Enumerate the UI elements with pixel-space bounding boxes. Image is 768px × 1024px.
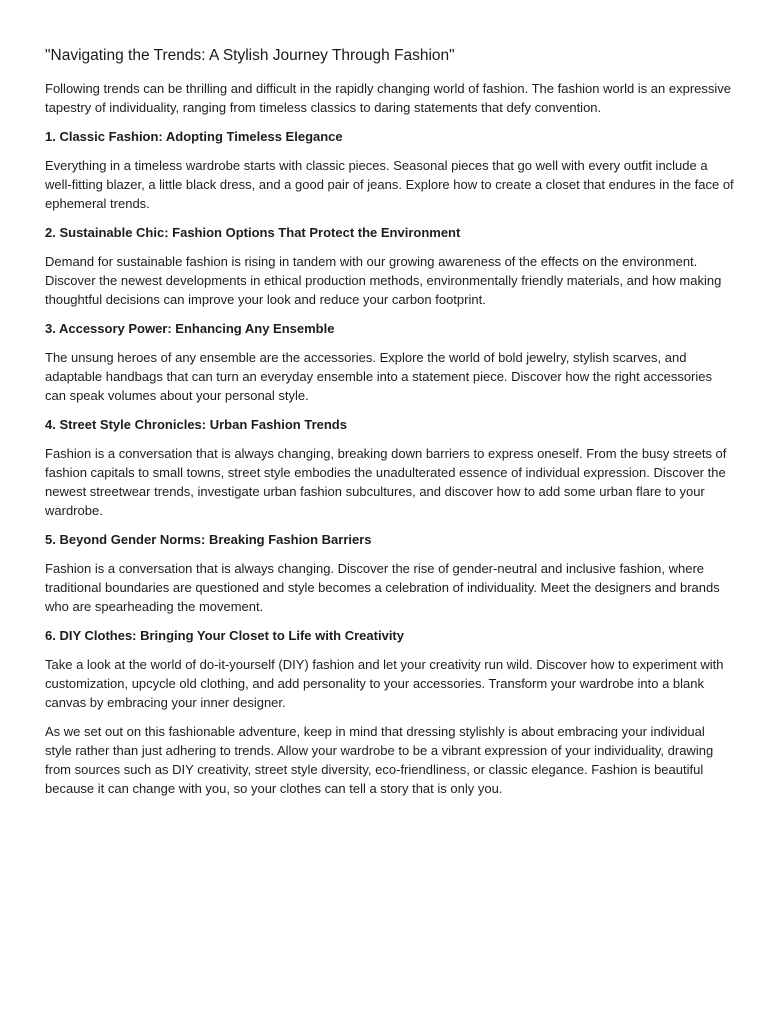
section-body: Everything in a timeless wardrobe starts with classic pieces. Seasonal pieces that go well with every outfit include a well-fitting blazer, a little black dress, and a good pair of jeans. Explore how to create a closet that endures in the face of ephemeral trends. [45, 158, 734, 211]
section-5 [45, 530, 735, 616]
section-4 [45, 415, 735, 520]
section-heading: 3. Accessory Power: Enhancing Any Ensemble [45, 321, 335, 336]
conclusion-paragraph: As we set out on this fashionable adventure, keep in mind that dressing stylishly is about embracing your individual style rather than just adhering to trends. Allow your wardrobe to be a vibrant expression of your individuality, drawing from sources such as DIY creativity, street style diversity, eco-friendliness, or classic elegance. Fashion is beautiful because it can change with you, so your clothes can tell a story that is only you. [45, 724, 714, 796]
section-heading: 2. Sustainable Chic: Fashion Options That Protect the Environment [45, 225, 461, 240]
section-heading: 4. Street Style Chronicles: Urban Fashion Trends [45, 417, 347, 432]
section-heading: 5. Beyond Gender Norms: Breaking Fashion Barriers [45, 532, 372, 547]
section-body: Demand for sustainable fashion is rising in tandem with our growing awareness of the effects on the environment. Discover the newest developments in ethical production methods, environmentally friendly materials, and how making thoughtful decisions can improve your look and reduce your carbon footprint. [45, 254, 722, 307]
section-body: Fashion is a conversation that is always changing, breaking down barriers to express oneself. From the busy streets of fashion capitals to small towns, street style embodies the unadulterated essence of individual expression. Discover the newest streetwear trends, investigate urban fashion subcultures, and discover how to add some urban flare to your wardrobe. [45, 446, 727, 518]
section-1 [45, 127, 735, 213]
section-body: Take a look at the world of do-it-yourself (DIY) fashion and let your creativity run wild. Discover how to experiment with customization, upcycle old clothing, and add personality to your accessories. Transform your wardrobe into a blank canvas by embracing your inner designer. [45, 657, 724, 710]
section-body: Fashion is a conversation that is always changing. Discover the rise of gender-neutral and inclusive fashion, where traditional boundaries are questioned and style becomes a celebration of individuality. Meet the designers and brands who are spearheading the movement. [45, 561, 720, 614]
document-title: "Navigating the Trends: A Stylish Journey Through Fashion" [45, 47, 455, 64]
section-6 [45, 626, 735, 712]
document-page [45, 45, 735, 808]
intro-paragraph: Following trends can be thrilling and difficult in the rapidly changing world of fashion. The fashion world is an expressive tapestry of individuality, ranging from timeless classics to daring statements that defy convention. [45, 81, 732, 115]
section-body: The unsung heroes of any ensemble are the accessories. Explore the world of bold jewelry, stylish scarves, and adaptable handbags that can turn an everyday ensemble into a statement piece. Discover how the right accessories can speak volumes about your personal style. [45, 350, 713, 403]
section-heading: 6. DIY Clothes: Bringing Your Closet to Life with Creativity [45, 628, 404, 643]
section-heading: 1. Classic Fashion: Adopting Timeless Elegance [45, 129, 343, 144]
section-3 [45, 319, 735, 405]
section-2 [45, 223, 735, 309]
